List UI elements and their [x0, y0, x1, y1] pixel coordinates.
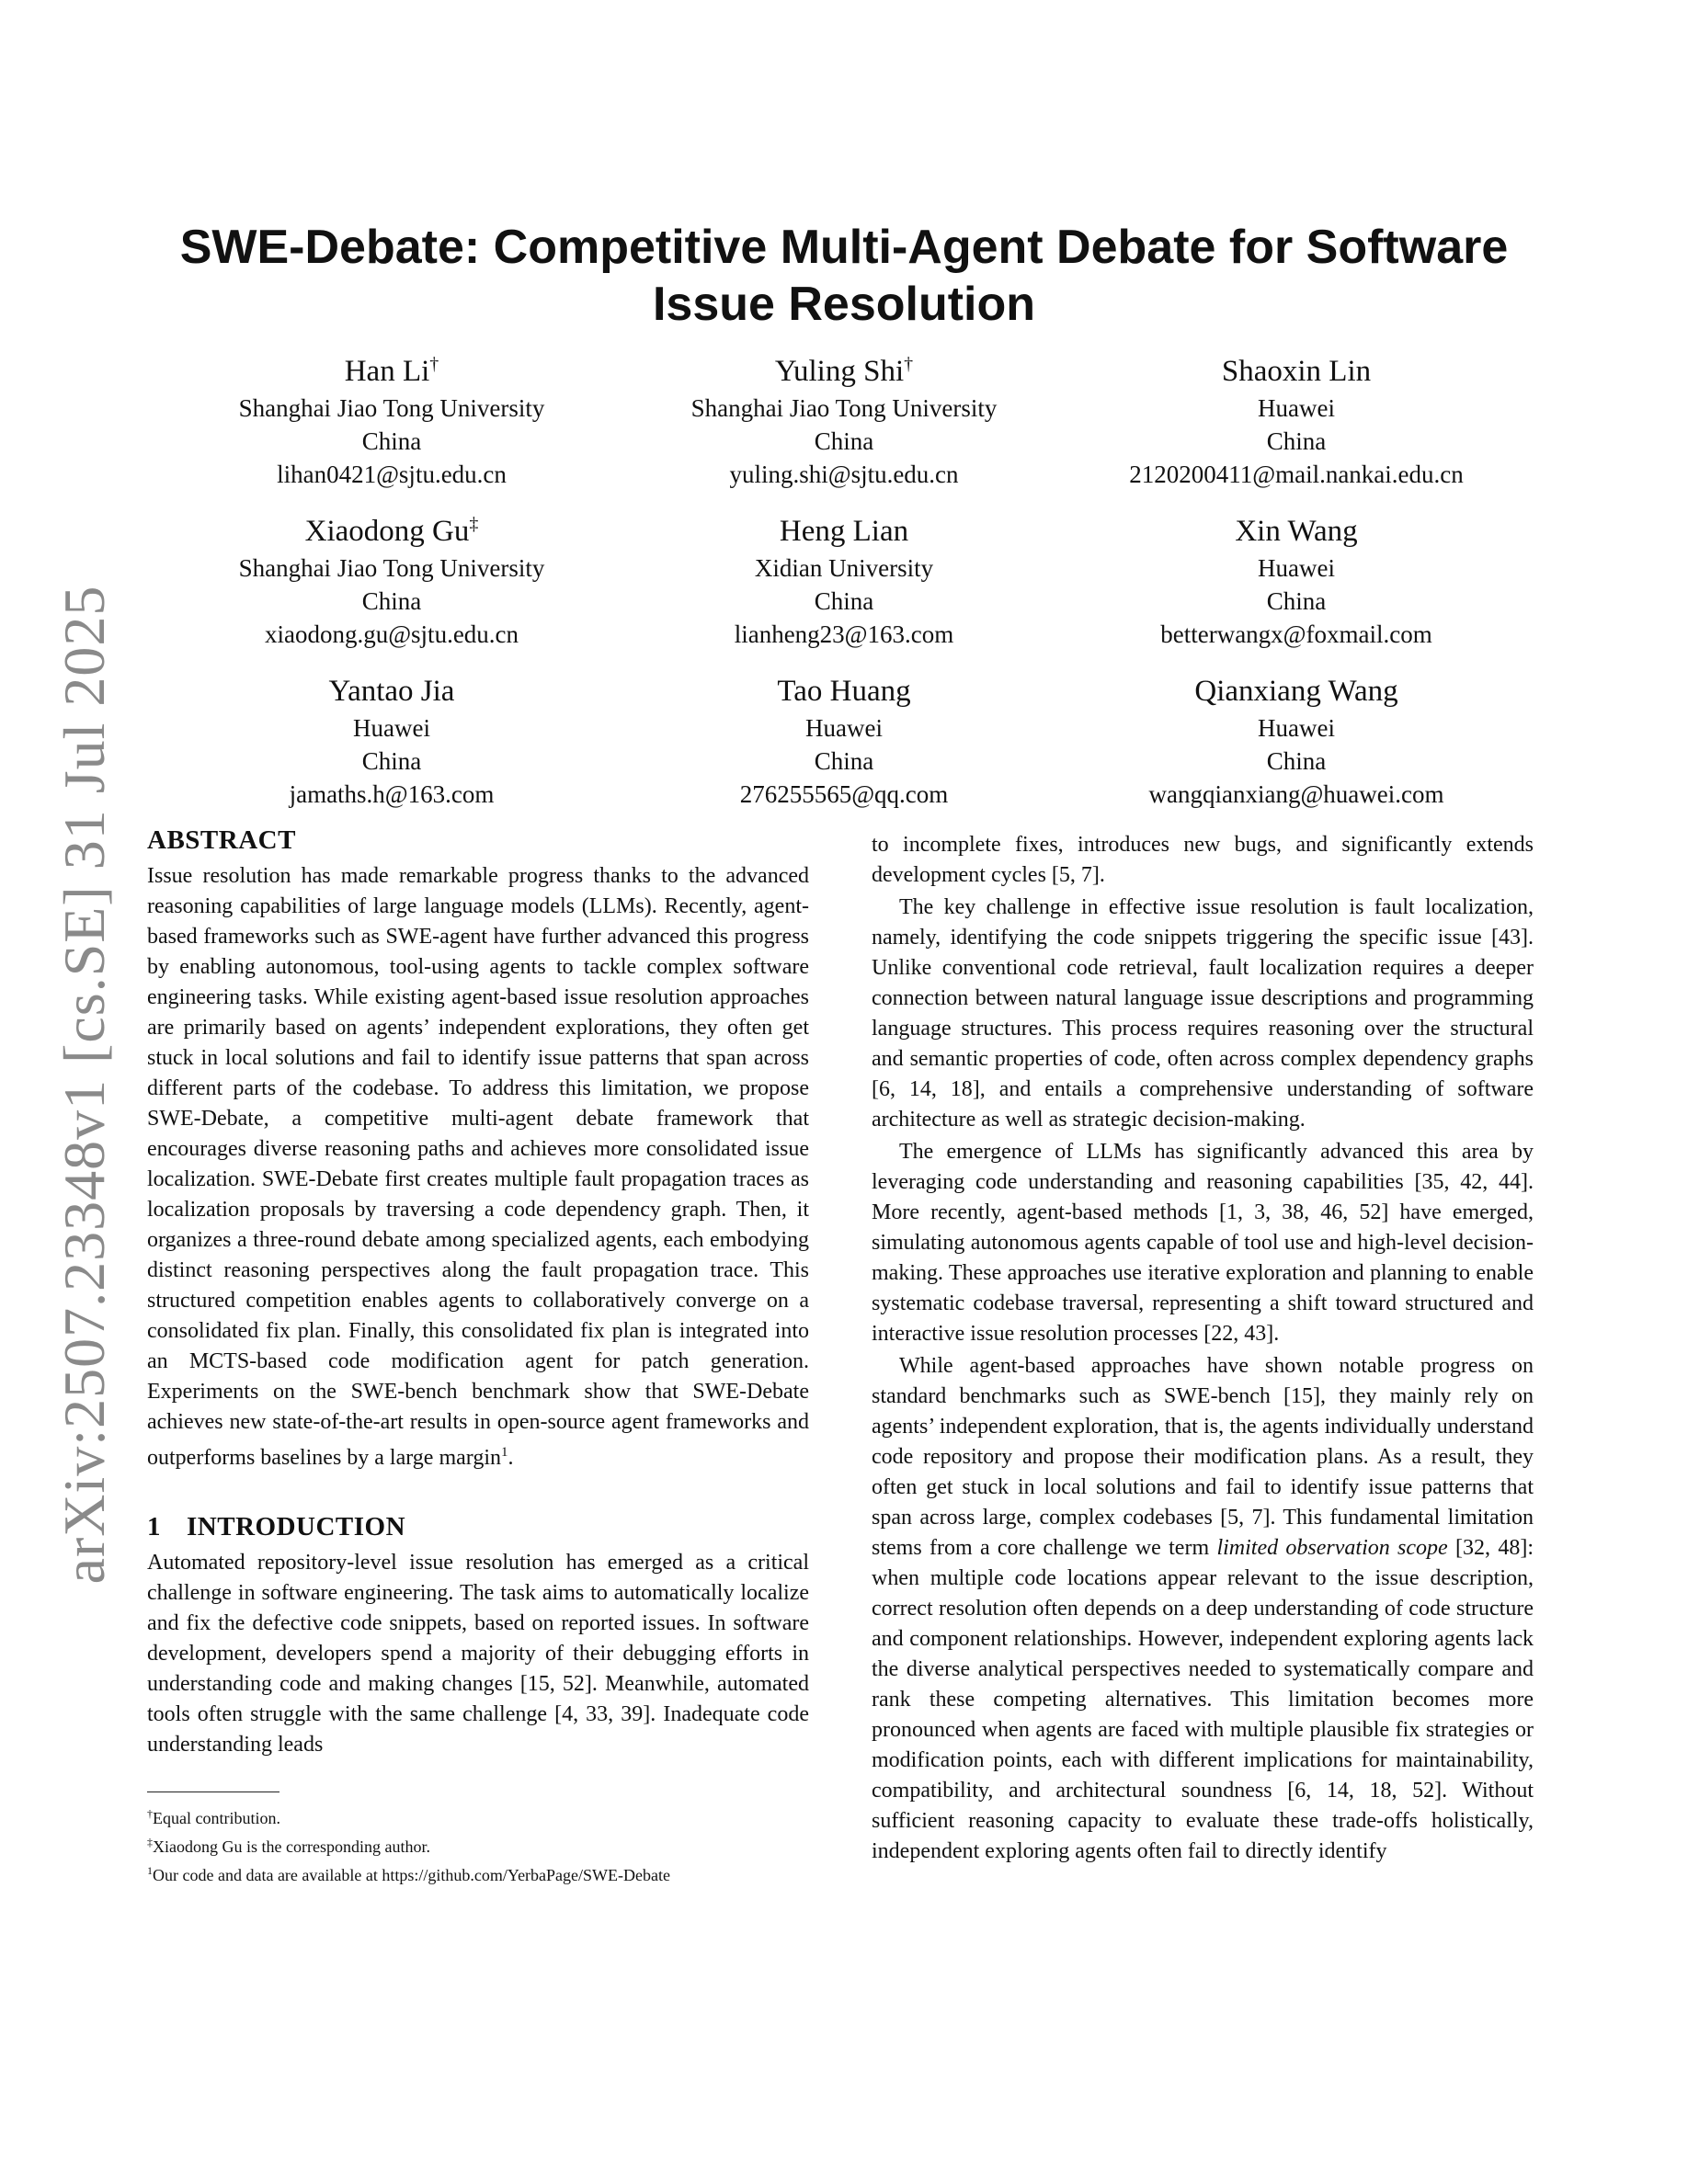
section-heading: 1 INTRODUCTION	[147, 1512, 406, 1541]
author-email: yuling.shi@sjtu.edu.cn	[729, 461, 959, 488]
intro-paragraph: The key challenge in effective issue resolution is fault localization, namely, identifying the code snippets triggering the specific issue [43]. Unlike conventional code retrieval, fault localization requires a deeper connection between natural language issue descriptions and programming language structures. This process requires reasoning over the structural and semantic properties of code, often across complex dependency graphs [6, 14, 18], and entails a comprehensive understanding of software architecture as well as strategic decision-making.	[872, 895, 1534, 1132]
author-block	[165, 344, 1523, 824]
emphasis-term: limited observation scope	[1216, 1536, 1448, 1560]
author-affiliation: Xidian University	[754, 554, 934, 582]
author-affiliation: Shanghai Jiao Tong University	[690, 394, 998, 422]
author-name: Qianxiang Wang	[1194, 675, 1398, 708]
author-email: lihan0421@sjtu.edu.cn	[277, 461, 507, 488]
author-row	[165, 664, 1523, 811]
author-country: China	[361, 747, 422, 775]
author-card	[618, 344, 1070, 491]
author-name: Xin Wang	[1235, 515, 1358, 548]
author-name: Yuling Shi†	[774, 354, 914, 388]
intro-paragraph: Automated repository-level issue resolution has emerged as a critical challenge in software engineering. The task aims to automatically localize and fix the defective code snippets, based on reported issues. In software development, developers spend a majority of their debugging efforts in understanding code and making changes [15, 52]. Meanwhile, automated tools often struggle with the same challenge [4, 33, 39]. Inadequate code understanding leads	[147, 1551, 809, 1757]
author-email: jamaths.h@163.com	[289, 780, 495, 808]
abstract-text: Issue resolution has made remarkable progress thanks to the advanced reasoning capabilities of large language models (LLMs). Recently, agent-based frameworks such as SWE-agent have further advanced this progress by enabling autonomous, tool-using agents to tackle complex software engineering tasks. While existing agent-based issue resolution approaches are primarily based on agents’ independent explorations, they often get stuck in local solutions and fail to identify issue patterns that span across different parts of the codebase. To address this limitation, we propose SWE-Debate, a competitive multi-agent debate framework that encourages diverse reasoning paths and achieves more consolidated issue localization. SWE-Debate first creates multiple fault propagation traces as localization proposals by traversing a code dependency graph. Then, it organizes a three-round debate among specialized agents, each embodying distinct reasoning perspectives along the fault propagation trace. This structured competition enables agents to collaboratively converge on a consolidated fix plan. Finally, this consolidated fix plan is integrated into an MCTS-based code modification agent for patch generation. Experiments on the SWE-bench benchmark show that SWE-Debate achieves new state-of-the-art results in open-source agent frameworks and outperforms baselines by a large margin$^1$.	[147, 864, 809, 1470]
footnote-ref: 1	[501, 1445, 508, 1460]
author-card	[165, 344, 618, 491]
author-country: China	[1266, 587, 1327, 615]
author-affiliation: Shanghai Jiao Tong University	[238, 554, 545, 582]
left-column	[147, 825, 809, 1887]
author-email: xiaodong.gu@sjtu.edu.cn	[264, 620, 519, 648]
author-name: Tao Huang	[777, 675, 911, 708]
author-affiliation: Huawei	[353, 714, 430, 742]
abstract-heading: ABSTRACT	[147, 825, 296, 855]
author-card	[165, 504, 618, 651]
author-affiliation: Huawei	[1258, 714, 1335, 742]
author-affiliation: Shanghai Jiao Tong University	[238, 394, 545, 422]
right-column	[872, 830, 1534, 1869]
author-affiliation: Huawei	[1258, 394, 1335, 422]
author-row	[165, 504, 1523, 651]
author-card	[1070, 664, 1523, 811]
arxiv-identifier: arXiv:2507.23348v1 [cs.SE] 31 Jul 2025	[51, 585, 117, 1585]
author-name: Xiaodong Gu‡	[304, 514, 479, 548]
author-card	[618, 504, 1070, 651]
author-card	[1070, 344, 1523, 491]
author-country: China	[1266, 427, 1327, 455]
author-country: China	[814, 747, 874, 775]
author-name: Shaoxin Lin	[1221, 355, 1372, 388]
author-row	[165, 344, 1523, 491]
author-country: China	[1266, 747, 1327, 775]
author-affiliation: Huawei	[805, 714, 883, 742]
author-email: lianheng23@163.com	[734, 620, 954, 648]
author-country: China	[361, 427, 422, 455]
footnote: $^1$Our code and data are available at https://github.com/YerbaPage/SWE-Debate	[147, 1864, 670, 1884]
author-name: Yantao Jia	[328, 675, 455, 708]
footnote: ‡Xiaodong Gu is the corresponding author.	[147, 1836, 430, 1856]
author-card	[165, 664, 618, 811]
author-email: 2120200411@mail.nankai.edu.cn	[1129, 461, 1464, 488]
intro-paragraph: to incomplete fixes, introduces new bugs, and significantly extends development cycles [5, 7].	[872, 833, 1534, 887]
author-name: Han Li†	[344, 354, 439, 388]
author-card	[618, 664, 1070, 811]
author-country: China	[814, 587, 874, 615]
author-country: China	[361, 587, 422, 615]
author-email: 276255565@qq.com	[739, 780, 949, 808]
author-name: Heng Lian	[779, 515, 909, 548]
author-email: betterwangx@foxmail.com	[1160, 620, 1432, 648]
author-affiliation: Huawei	[1258, 554, 1335, 582]
intro-paragraph: While agent-based approaches have shown notable progress on standard benchmarks such as SWE-bench [15], they mainly rely on agents’ independent exploration, that is, the agents individually understand code repository and propose their modification plans. As a result, they often get stuck in local solutions and fail to identify issue patterns that span across large, complex codebases [5, 7]. This fundamental limitation stems from a core challenge we term limited observation scope [32, 48]: when multiple code locations appear relevant to the issue description, correct resolution often depends on a deep understanding of code structure and component relationships. However, independent exploring agents lack the diverse analytical perspectives needed to systematically compare and rank these competing alternatives. This limitation becomes more pronounced when agents are faced with multiple plausible fix strategies or modification points, each with different implications for maintainability, compatibility, and architectural soundness [6, 14, 18, 52]. Without sufficient reasoning capacity to evaluate these trade-offs holistically, independent exploring agents often fail to directly identify	[872, 1354, 1534, 1863]
footnote: †Equal contribution.	[147, 1807, 280, 1827]
author-email: wangqianxiang@huawei.com	[1148, 780, 1444, 808]
paper-title: SWE-Debate: Competitive Multi-Agent Debate for Software Issue Resolution	[179, 221, 1509, 331]
intro-paragraph: The emergence of LLMs has significantly advanced this area by leveraging code understanding and reasoning capabilities [35, 42, 44]. More recently, agent-based methods [1, 3, 38, 46, 52] have emerged, simulating autonomous agents capable of tool use and high-level decision-making. These approaches use iterative exploration and planning to enable systematic codebase traversal, representing a shift toward structured and interactive issue resolution processes [22, 43].	[872, 1140, 1534, 1346]
author-card	[1070, 504, 1523, 651]
author-country: China	[814, 427, 874, 455]
